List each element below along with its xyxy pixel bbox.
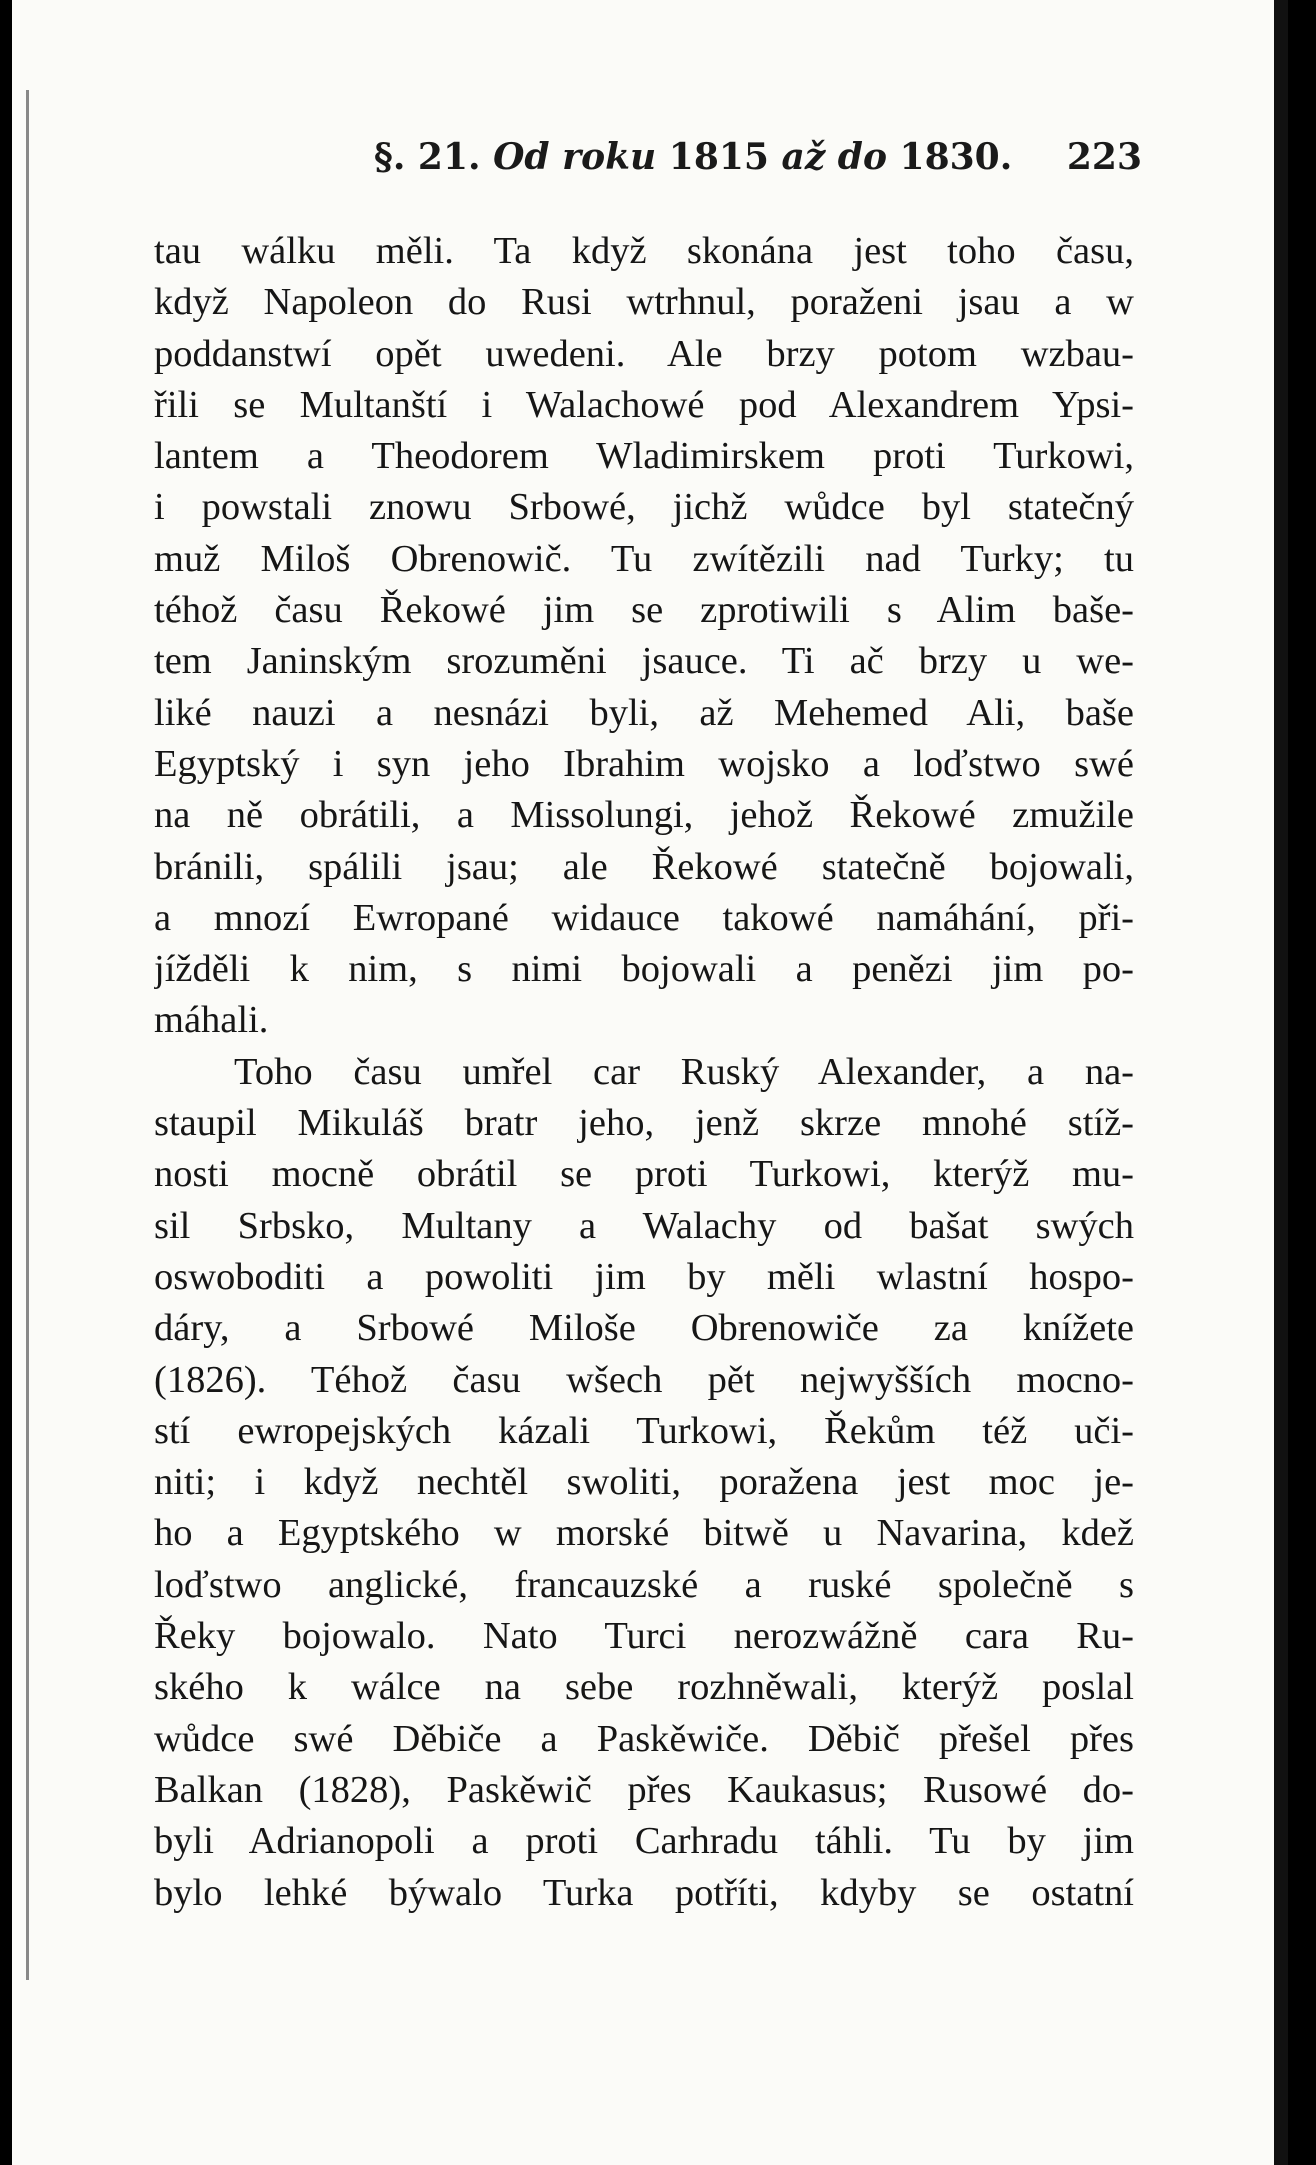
paragraph-start-line: Toho času umřel car Ruský Alexander, a na- xyxy=(234,1050,1134,1093)
text-line: niti; i když nechtěl swoliti, poražena jest moc je- xyxy=(154,1461,1134,1504)
text-line: oswoboditi a powoliti jim by měli wlastní hospo- xyxy=(154,1255,1134,1298)
text-line: ho a Egyptského w morské bitwě u Navarina, kdež xyxy=(154,1512,1134,1555)
text-line: (1826). Téhož času wšech pět nejwyšších mocno- xyxy=(154,1358,1134,1401)
text-line: loďstwo anglické, francauzské a ruské společně s xyxy=(154,1563,1134,1606)
text-line: Řeky bojowalo. Nato Turci nerozwážně cara Ru- xyxy=(154,1615,1134,1658)
text-line: a mnozí Ewropané widauce takowé namáhání, při- xyxy=(154,896,1134,939)
text-line: stí ewropejských kázali Turkowi, Řekům též uči- xyxy=(154,1409,1134,1452)
text-line: tem Janinským srozuměni jsauce. Ti ač brzy u we- xyxy=(154,640,1134,683)
text-line: máhali. xyxy=(154,999,269,1042)
text-line: bylo lehké býwalo Turka potříti, kdyby se ostatní xyxy=(154,1871,1134,1914)
text-line: jížděli k nim, s nimi bojowali a penězi jim po- xyxy=(154,948,1134,991)
text-line: muž Miloš Obrenowič. Tu zwítězili nad Turky; tu xyxy=(154,537,1134,580)
text-line: ského k wálce na sebe rozhněwali, kterýž poslal xyxy=(154,1666,1134,1709)
text-line: Egyptský i syn jeho Ibrahim wojsko a loďstwo swé xyxy=(154,742,1134,785)
text-line: sil Srbsko, Multany a Walachy od bašat swých xyxy=(154,1204,1134,1247)
gutter-shadow xyxy=(26,90,29,1980)
text-line: tau wálku měli. Ta když skonána jest toho času, xyxy=(154,230,1134,272)
text-line: lantem a Theodorem Wladimirskem proti Turkowi, xyxy=(154,435,1134,478)
page-edge-shadow xyxy=(1274,0,1288,2165)
text-line: na ně obrátili, a Missolungi, jehož Řekowé zmužile xyxy=(154,794,1134,837)
text-line: téhož času Řekowé jim se zprotiwili s Alim baše- xyxy=(154,589,1134,632)
section-title: §. 21. Od roku 1815 až do 1830. xyxy=(374,136,1013,178)
text-line: když Napoleon do Rusi wtrhnul, poraženi jsau a w xyxy=(154,281,1134,324)
page-number: 223 xyxy=(1066,136,1142,178)
text-line: poddanstwí opět uwedeni. Ale brzy potom wzbau- xyxy=(154,332,1134,375)
body-text xyxy=(154,226,1134,1919)
running-head xyxy=(152,136,1142,186)
text-line: bránili, spálili jsau; ale Řekowé statečně bojowali, xyxy=(154,845,1134,888)
text-line: dáry, a Srbowé Miloše Obrenowiče za knížete xyxy=(154,1307,1134,1350)
text-line: i powstali znowu Srbowé, jichž wůdce byl statečný xyxy=(154,486,1134,529)
text-line: staupil Mikuláš bratr jeho, jenž skrze mnohé stíž- xyxy=(154,1102,1134,1145)
text-line: řili se Multanští i Walachowé pod Alexandrem Ypsi- xyxy=(154,383,1134,426)
text-line: nosti mocně obrátil se proti Turkowi, kterýž mu- xyxy=(154,1153,1134,1196)
text-line: Balkan (1828), Paskěwič přes Kaukasus; Rusowé do- xyxy=(154,1768,1134,1811)
text-line: wůdce swé Děbiče a Paskěwiče. Děbič přešel přes xyxy=(154,1717,1134,1760)
text-line: liké nauzi a nesnázi byli, až Mehemed Ali, baše xyxy=(154,691,1134,734)
book-page xyxy=(12,0,1288,2165)
text-line: byli Adrianopoli a proti Carhradu táhli. Tu by jim xyxy=(154,1820,1134,1863)
